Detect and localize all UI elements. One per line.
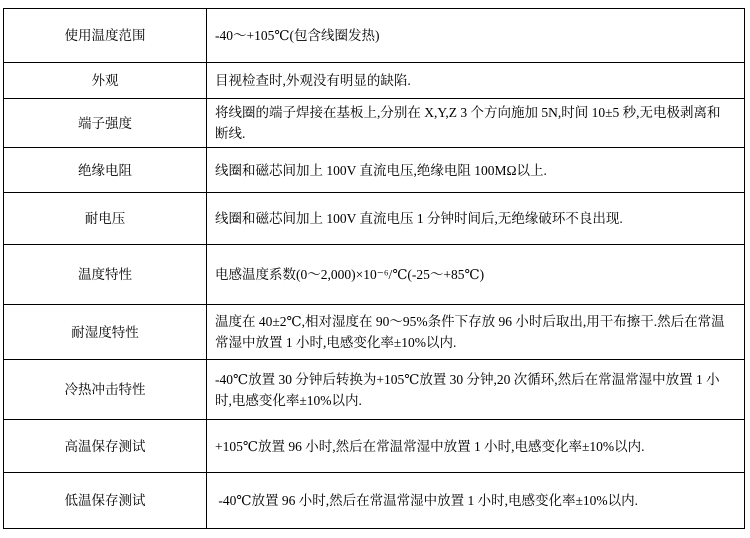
table-row [4,360,745,420]
spec-value-temperature-characteristics: 电感温度系数(0～2,000)×10⁻⁶/℃(-25～+85℃) [207,245,745,305]
spec-label-temperature-characteristics: 温度特性 [4,245,207,305]
spec-table [3,8,745,529]
spec-value-withstand-voltage: 线圈和磁芯间加上 100V 直流电压 1 分钟时间后,无绝缘破环不良出现. [207,193,745,245]
table-row [4,305,745,360]
spec-label-terminal-strength: 端子强度 [4,99,207,148]
spec-label-high-temp-storage: 高温保存测试 [4,420,207,473]
spec-value-terminal-strength: 将线圈的端子焊接在基板上,分别在 X,Y,Z 3 个方向施加 5N,时间 10±5 秒,无电极剥离和断线. [207,99,745,148]
spec-label-operating-temp-range: 使用温度范围 [4,9,207,63]
table-row [4,420,745,473]
spec-label-thermal-shock: 冷热冲击特性 [4,360,207,420]
spec-label-insulation-resistance: 绝缘电阻 [4,148,207,193]
spec-label-low-temp-storage: 低温保存测试 [4,473,207,529]
spec-value-high-temp-storage: +105℃放置 96 小时,然后在常温常湿中放置 1 小时,电感变化率±10%以内. [207,420,745,473]
table-row [4,245,745,305]
spec-value-operating-temp-range: -40～+105℃(包含线圈发热) [207,9,745,63]
spec-value-humidity-resistance: 温度在 40±2℃,相对湿度在 90～95%条件下存放 96 小时后取出,用干布擦干.然后在常温常湿中放置 1 小时,电感变化率±10%以内. [207,305,745,360]
spec-label-appearance: 外观 [4,63,207,99]
table-row [4,148,745,193]
spec-value-appearance: 目视检查时,外观没有明显的缺陷. [207,63,745,99]
table-row [4,9,745,63]
table-row [4,473,745,529]
table-row [4,99,745,148]
spec-label-humidity-resistance: 耐湿度特性 [4,305,207,360]
spec-value-insulation-resistance: 线圈和磁芯间加上 100V 直流电压,绝缘电阻 100MΩ以上. [207,148,745,193]
table-row [4,193,745,245]
spec-value-low-temp-storage: -40℃放置 96 小时,然后在常温常湿中放置 1 小时,电感变化率±10%以内. [207,473,745,529]
spec-label-withstand-voltage: 耐电压 [4,193,207,245]
table-row [4,63,745,99]
spec-value-thermal-shock: -40℃放置 30 分钟后转换为+105℃放置 30 分钟,20 次循环,然后在常温常湿中放置 1 小时,电感变化率±10%以内. [207,360,745,420]
